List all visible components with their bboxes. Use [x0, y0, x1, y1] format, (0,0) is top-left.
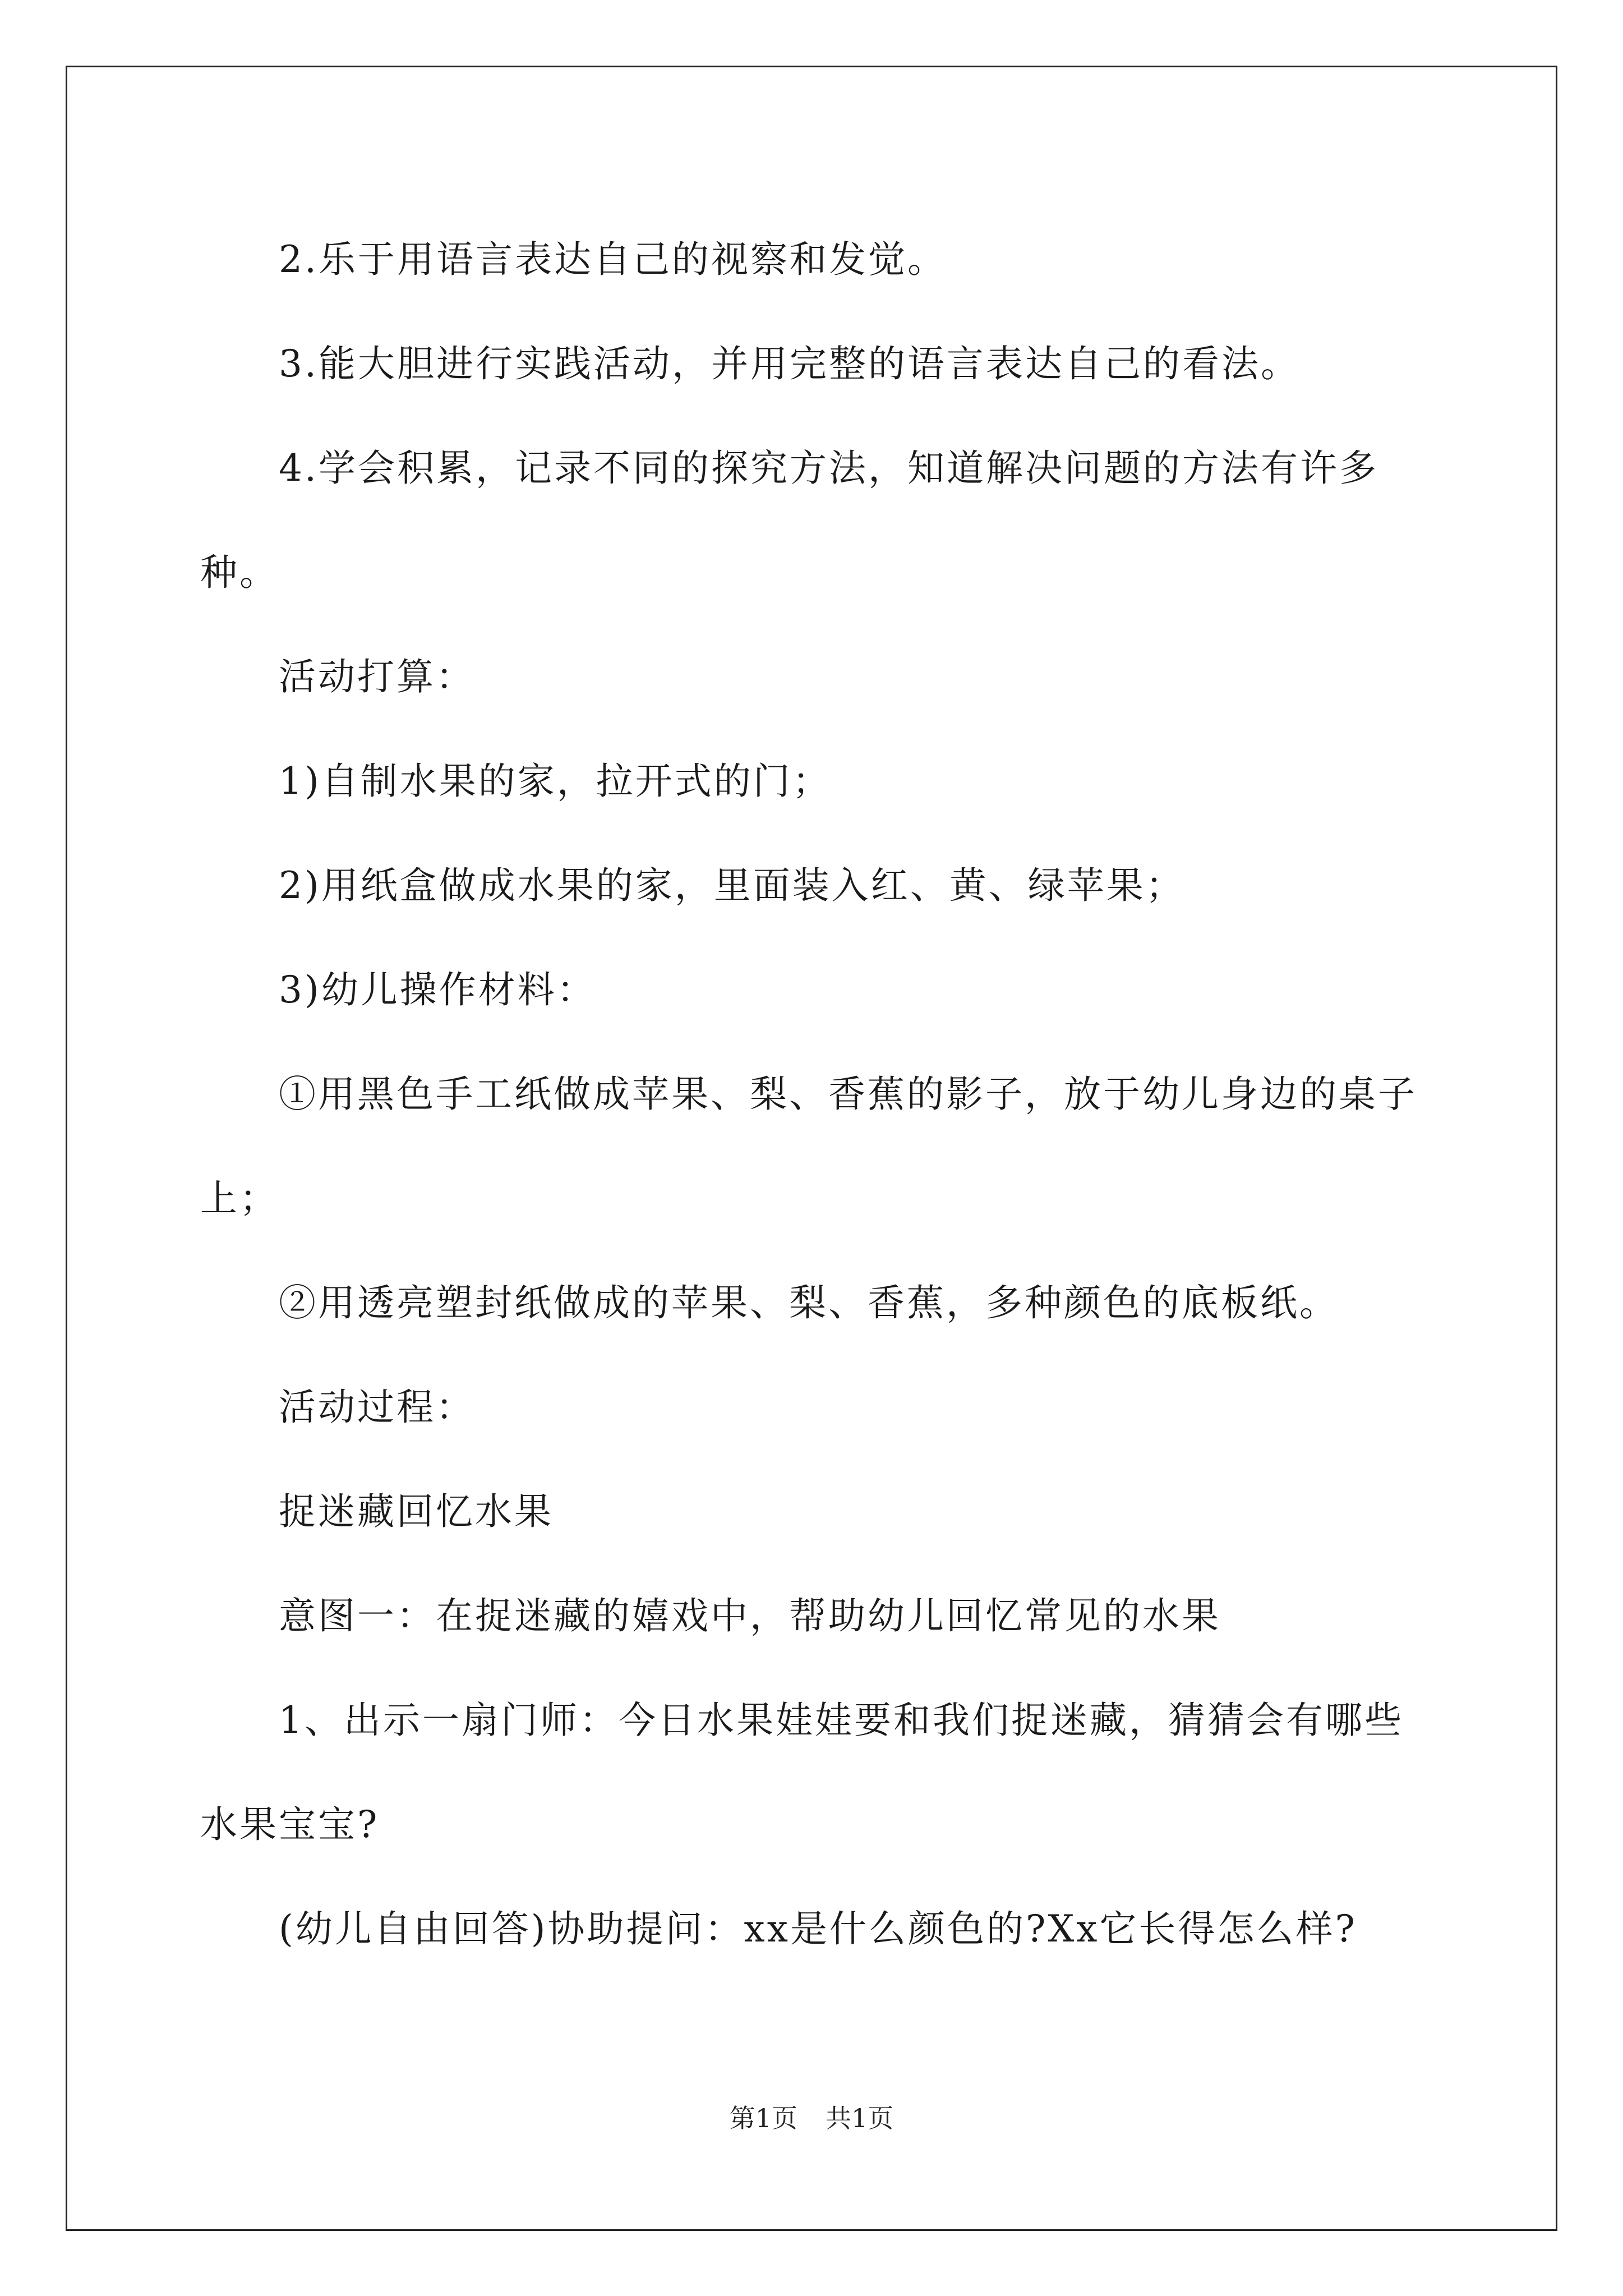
paragraph: 4.学会积累，记录不同的探究方法，知道解决问题的方法有许多种。 [200, 447, 1378, 594]
page-number: 第1页 [729, 2103, 797, 2133]
paragraph: 1、出示一扇门师：今日水果娃娃要和我们捉迷藏，猜猜会有哪些水果宝宝? [200, 1699, 1404, 1846]
paragraph: 3.能大胆进行实践活动，并用完整的语言表达自己的看法。 [279, 342, 1300, 385]
document-body [200, 208, 1440, 1981]
paragraph: ②用透亮塑封纸做成的苹果、梨、香蕉，多种颜色的底板纸。 [279, 1281, 1339, 1324]
paragraph: 1)自制水果的家，拉开式的门； [279, 760, 832, 803]
paragraph: 捉迷藏回忆水果 [279, 1490, 554, 1533]
paragraph: ①用黑色手工纸做成苹果、梨、香蕉的影子，放于幼儿身边的桌子上； [200, 1073, 1417, 1220]
paragraph: 3)幼儿操作材料： [279, 968, 596, 1011]
paragraph: 活动过程： [279, 1386, 475, 1429]
page-footer [0, 2098, 1623, 2135]
paragraph: (幼儿自由回答)协助提问：xx是什么颜色的?Xx它长得怎么样? [279, 1907, 1357, 1950]
page-total: 共1页 [826, 2103, 894, 2133]
paragraph: 2)用纸盒做成水果的家，里面装入红、黄、绿苹果； [279, 864, 1185, 907]
paragraph: 2.乐于用语言表达自己的视察和发觉。 [279, 238, 947, 281]
paragraph: 活动打算： [279, 655, 475, 698]
paragraph: 意图一：在捉迷藏的嬉戏中，帮助幼儿回忆常见的水果 [279, 1594, 1221, 1637]
